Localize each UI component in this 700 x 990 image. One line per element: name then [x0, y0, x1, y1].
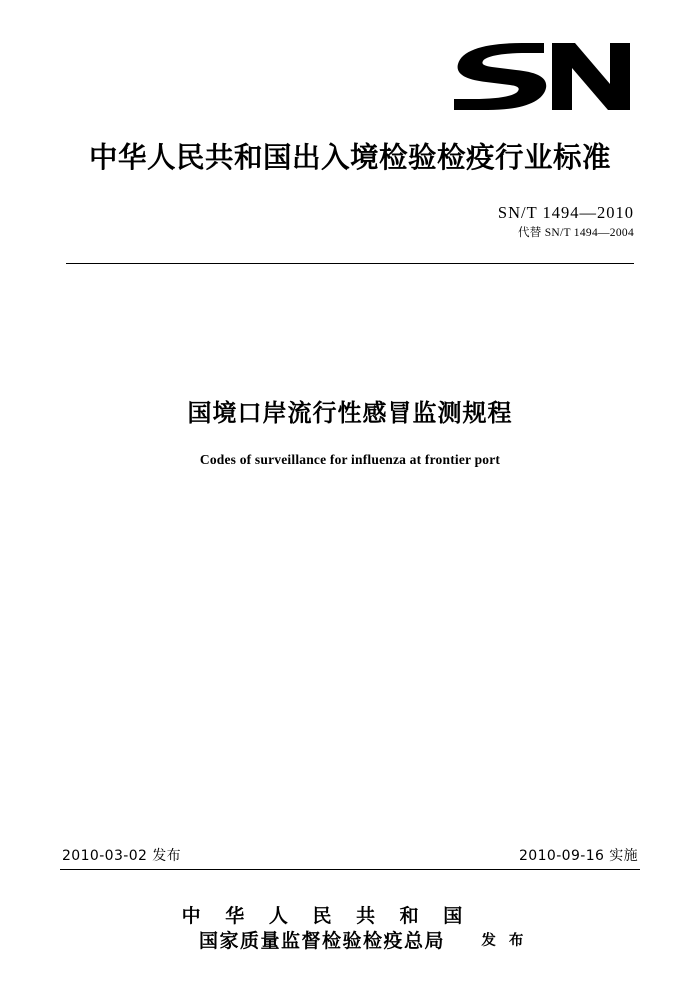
header-divider: [66, 263, 634, 264]
sn-logo: [434, 40, 634, 112]
publisher-line-2: 国家质量监督检验检疫总局: [198, 929, 445, 952]
publisher-line-1: 中 华 人 民 共 和 国: [181, 905, 472, 927]
document-title-english: Codes of surveillance for influenza at frontier port: [199, 452, 501, 467]
standard-number: SN/T 1494—2010: [497, 203, 634, 222]
publisher-name: [173, 905, 472, 953]
sn-logo-icon: [448, 40, 634, 112]
effective-date: 2010-09-16 实施: [518, 848, 638, 864]
publisher-action-label: 发 布: [481, 933, 528, 950]
page-title: 中华人民共和国出入境检验检疫行业标准: [88, 141, 611, 174]
publisher-block: [0, 905, 700, 953]
document-title-chinese: 国境口岸流行性感冒监测规程: [187, 399, 513, 427]
standard-number-block: [498, 203, 634, 240]
standard-replaces-note: 代替 SN/T 1494—2004: [517, 226, 634, 239]
issue-date: 2010-03-02 发布: [62, 848, 182, 864]
footer-divider: [60, 869, 640, 870]
